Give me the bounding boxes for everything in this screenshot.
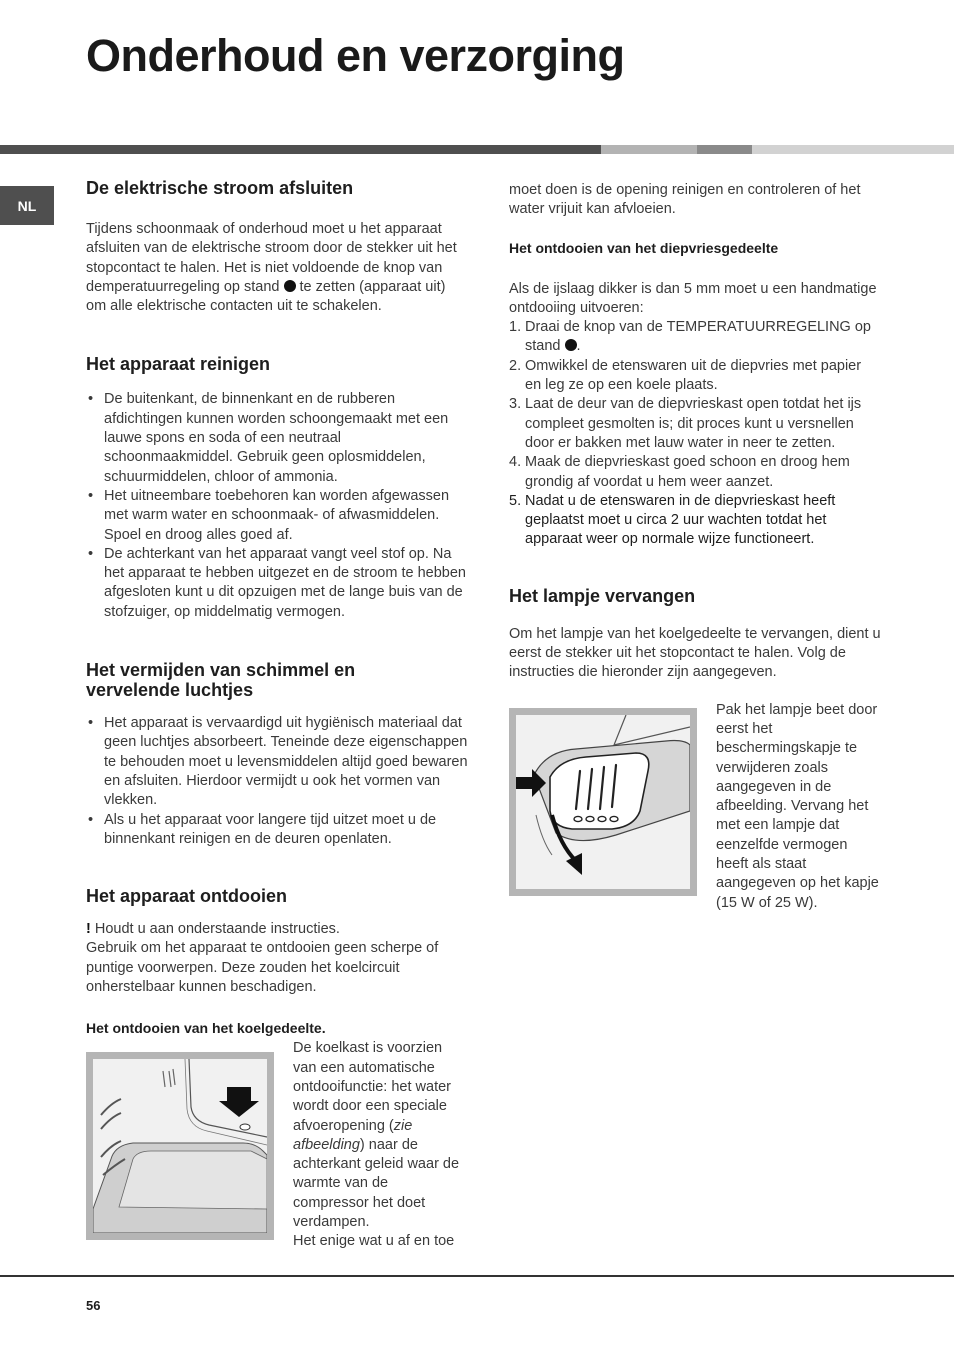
freezer-intro: Als de ijslaag dikker is dan 5 mm moet u een handmatige ontdooiing uitvoeren: [509,280,877,316]
fridge-defrost-figure-row [86,1039,468,1251]
section-heading: De elektrische stroom afsluiten [86,178,354,198]
section-heading: Het vermijden van schimmel en vervelende luchtjes [86,660,356,701]
left-column [86,178,468,1252]
section-cleaning [86,354,468,622]
section-heading: Het apparaat ontdooien [86,886,288,907]
fridge-drain-figure [86,1052,274,1240]
section-defrost [86,886,468,1251]
list-item: • De buitenkant, de binnenkant en de rubberen afdichtingen kunnen worden schoongemaakt met een lauwe spons en soda of een neutraal schoonmaakmiddel. Gebruik geen oplosmiddelen, schuurmiddelen, chloor of ammonia. [86,390,468,486]
lamp-cover-illustration [516,715,690,889]
page-number: 56 [86,1298,101,1313]
lamp-figure-text: Pak het lampje beet door eerst het beschermingskapje te verwijderen zoals aangegeven in de afbeelding. Vervang het met een lampje dat eenzelfde vermogen heeft als staat aangegeven op het kapje (15 W of 25 W). [716,701,879,911]
list-item: 1. Draai de knop van de TEMPERATUURREGELING op stand . [509,319,871,355]
section-heading: Het apparaat reinigen [86,354,271,375]
sub-heading: Het ontdooien van het diepvriesgedeelte [509,239,779,256]
off-position-dot-icon [565,339,577,351]
list-item: • De achterkant van het apparaat vangt veel stof op. Na het apparaat te hebben uitgezet en de stroom te hebben afgesloten kunt u dit opzuigen met de lange buis van de stofzuiger, op middelmatig vermogen. [86,545,468,622]
list-item: 5. Nadat u de etenswaren in de diepvrieskast heeft geplaatst moet u circa 2 uur wachten totdat het apparaat weer op normale wijze functioneert. [509,492,836,548]
right-column [509,178,881,913]
section-power-off [86,178,468,316]
section-heading: Het lampje vervangen [509,585,696,606]
defrost-steps [509,318,881,550]
drain-figure-text: De koelkast is voorzien van een automatische ontdooifunctie: het water wordt door een speciale afvoeropening (zie afbeelding) naar de achterkant geleid waar de warmte van de compressor het doet verdampen. Het enige wat u af en toe [293,1040,460,1250]
header-stripe [601,145,697,154]
list-item: 4. Maak de diepvrieskast goed schoon en droog hem grondig af voordat u hem weer aanzet. [509,454,850,490]
lamp-cover-figure [509,708,697,896]
cleaning-list [86,390,468,622]
page-title: Onderhoud en verzorging [86,30,625,81]
list-item: 2. Omwikkel de etenswaren uit de diepvries met papier en leg ze op een koele plaats. [509,357,862,394]
list-item: • Het apparaat is vervaardigd uit hygiënisch materiaal dat geen luchtjes absorbeert. Teneinde deze eigenschappen te behouden moet u levensmiddelen altijd goed bewaren en afsluiten. Hierdoor vermijdt u ook het vormen van vlekken. [86,714,468,810]
footer-rule [0,1275,954,1277]
off-position-dot-icon [284,280,296,292]
defrost-paragraph: Gebruik om het apparaat te ontdooien geen scherpe of puntige voorwerpen. Deze zouden het koelcircuit onherstelbaar kunnen beschadigen. [86,940,439,996]
list-item: • Als u het apparaat voor langere tijd uitzet moet u de binnenkant reinigen en de deuren openlaten. [86,811,468,850]
language-tab: NL [0,186,54,225]
section-paragraph: Tijdens schoonmaak of onderhoud moet u het apparaat afsluiten van de elektrische stroom door de stekker uit het stopcontact te halen. Het is niet voldoende de knop van demperatuurregeling op stand te zetten (apparaat uit) om alle elektrische contacten uit te schakelen. [86,221,457,315]
sub-heading: Het ontdooien van het koelgedeelte. [86,1020,326,1037]
header-stripe [697,145,752,154]
section-freezer-defrost [509,239,881,550]
fridge-interior-illustration [93,1059,267,1233]
warning-line: ! Houdt u aan onderstaande instructies. [86,921,340,938]
mould-list [86,714,468,849]
section-mould [86,660,468,849]
warning-mark: ! [86,921,91,938]
list-item: • Het uitneembare toebehoren kan worden afgewassen met warm water en schoonmaak- of afwasmiddelen. Spoel en droog alles goed af. [86,487,468,545]
header-stripe [752,145,954,154]
lamp-paragraph: Om het lampje van het koelgedeelte te vervangen, dient u eerst de stekker uit het stopcontact te halen. Volg de instructies die hieronder zijn aangegeven. [509,625,881,681]
continued-paragraph: moet doen is de opening reinigen en controleren of het water vrijuit kan afvloeien. [509,182,861,218]
lamp-figure-row [509,701,881,913]
list-item: 3. Laat de deur van de diepvrieskast open totdat het ijs compleet gesmolten is; dit proces kunt u versnellen door er bakken met lauw water in neer te zetten. [509,396,862,451]
section-lamp-replace [509,586,881,913]
header-stripe [0,145,601,154]
